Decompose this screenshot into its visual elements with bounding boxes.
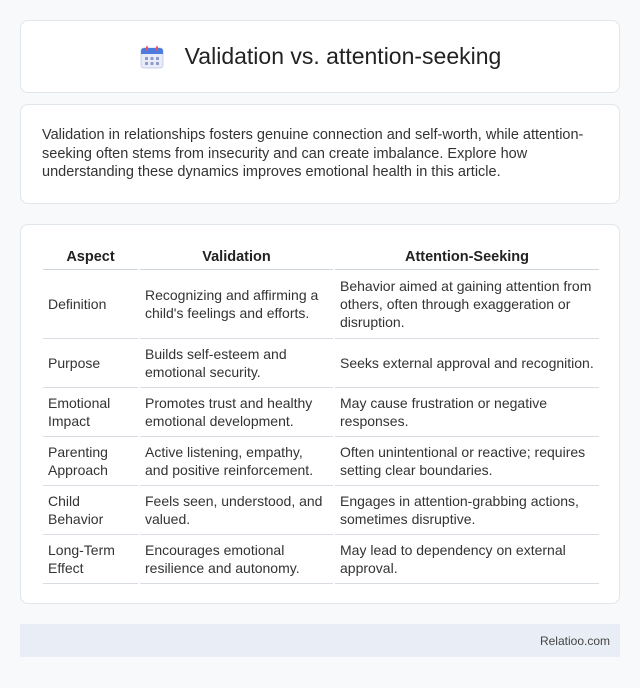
cell-aspect: Long-Term Effect — [43, 535, 138, 584]
cell-aspect: Emotional Impact — [43, 388, 138, 437]
column-header-validation: Validation — [140, 248, 333, 270]
cell-validation: Recognizing and affirming a child's feelings and efforts. — [140, 270, 333, 339]
page-title: Validation vs. attention-seeking — [184, 43, 502, 69]
table-header-row — [43, 248, 599, 270]
cell-attention-seeking: May lead to dependency on external approval. — [335, 535, 599, 584]
cell-attention-seeking: May cause frustration or negative responses. — [335, 388, 599, 437]
cell-aspect: Parenting Approach — [43, 437, 138, 486]
cell-validation: Builds self-esteem and emotional security. — [140, 339, 333, 388]
table-row — [43, 437, 599, 486]
calendar-icon — [139, 44, 165, 70]
table-row — [43, 535, 599, 584]
cell-aspect: Child Behavior — [43, 486, 138, 535]
column-header-aspect: Aspect — [43, 248, 138, 270]
footer-brand[interactable]: Relatioo.com — [539, 633, 610, 648]
intro-text: Validation in relationships fosters genuine connection and self-worth, while attention-seeking often stems from insecurity and can create imbalance. Explore how understanding these dynamics improves emotional health in this article. — [42, 127, 584, 180]
table-row — [43, 270, 599, 339]
cell-validation: Promotes trust and healthy emotional development. — [140, 388, 333, 437]
cell-attention-seeking: Seeks external approval and recognition. — [335, 339, 599, 388]
footer — [20, 624, 620, 657]
cell-aspect: Purpose — [43, 339, 138, 388]
table-row — [43, 486, 599, 535]
cell-validation: Encourages emotional resilience and autonomy. — [140, 535, 333, 584]
comparison-table — [41, 248, 601, 584]
cell-validation: Active listening, empathy, and positive reinforcement. — [140, 437, 333, 486]
table-card — [20, 224, 620, 604]
table-row — [43, 388, 599, 437]
cell-attention-seeking: Often unintentional or reactive; requires setting clear boundaries. — [335, 437, 599, 486]
cell-attention-seeking: Engages in attention-grabbing actions, sometimes disruptive. — [335, 486, 599, 535]
column-header-attention-seeking: Attention-Seeking — [335, 248, 599, 270]
cell-aspect: Definition — [43, 270, 138, 339]
title-card — [20, 20, 620, 93]
cell-attention-seeking: Behavior aimed at gaining attention from others, often through exaggeration or disruption. — [335, 270, 599, 339]
cell-validation: Feels seen, understood, and valued. — [140, 486, 333, 535]
intro-card — [20, 104, 620, 204]
table-row — [43, 339, 599, 388]
